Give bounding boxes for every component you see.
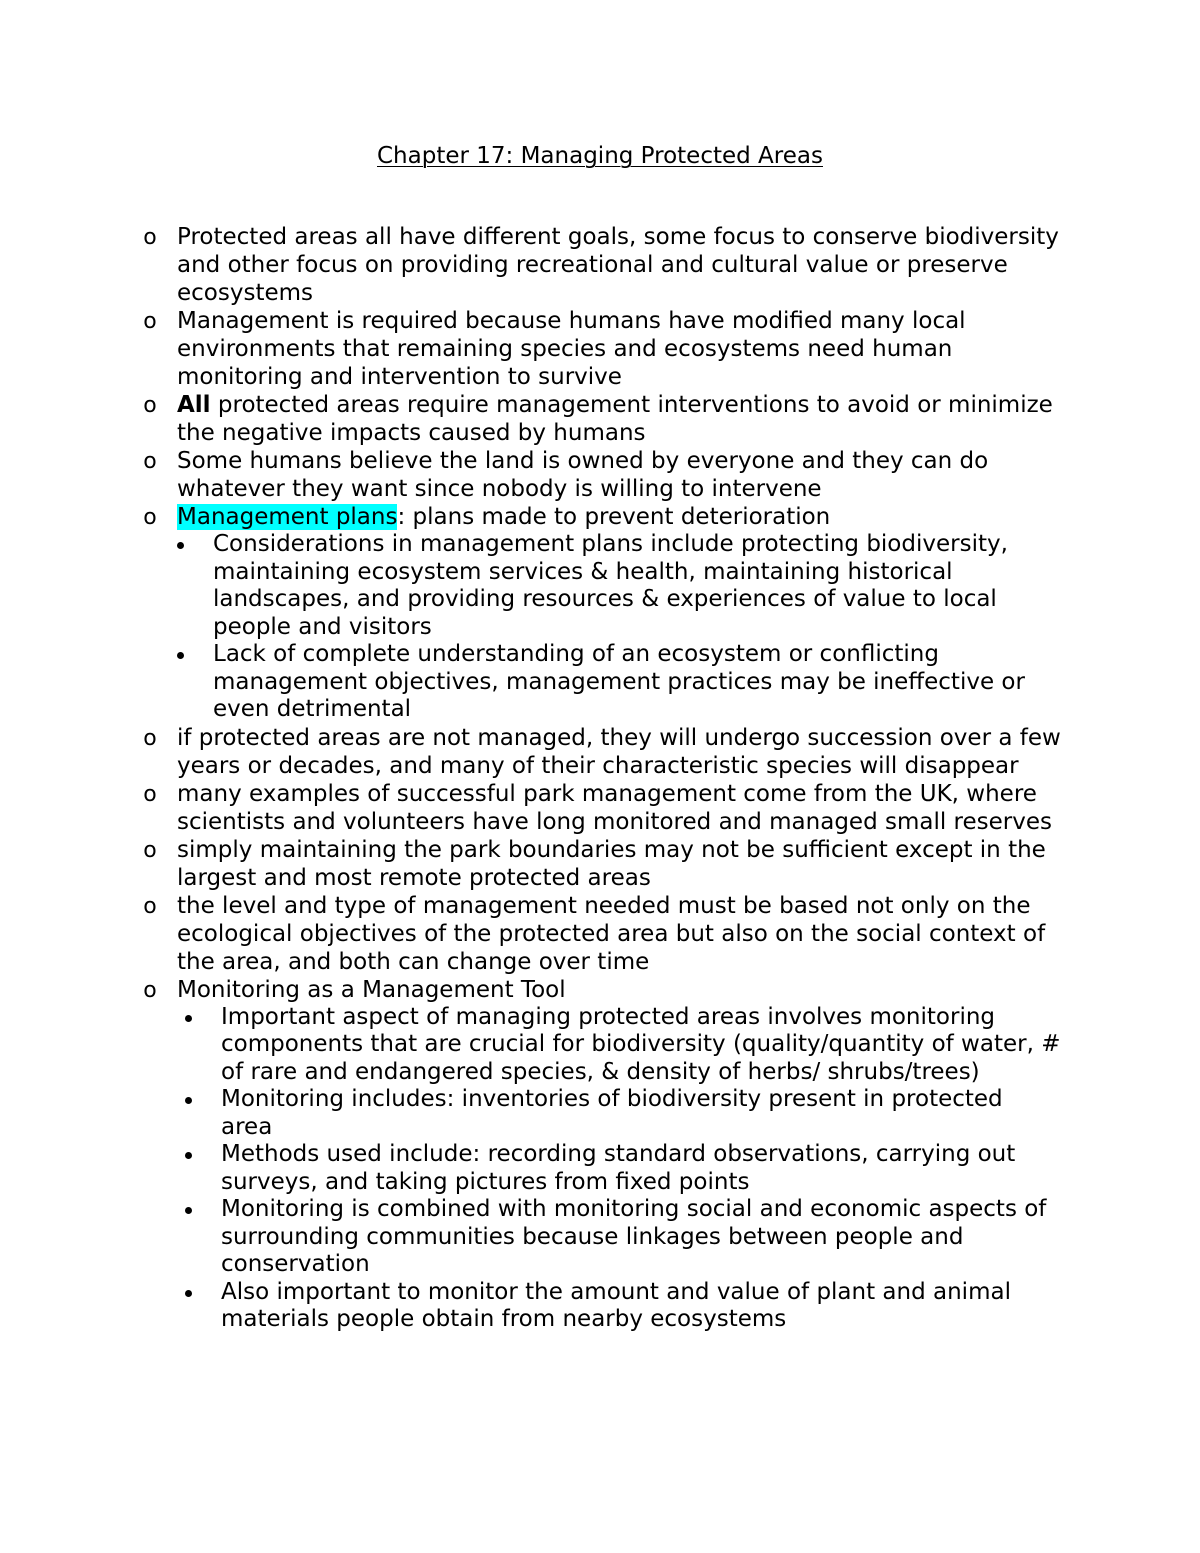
hollow-bullet-icon: o — [143, 309, 157, 334]
hollow-bullet-icon: o — [143, 781, 157, 807]
sub-list-item — [177, 641, 1063, 724]
highlighted-term: Management plans — [177, 504, 398, 530]
item-text: Management is required because humans have modified many local environments that remaining species and ecosystems need human monitoring and intervention to survive — [177, 308, 966, 390]
list-item — [0, 447, 1062, 503]
hollow-bullet-icon: o — [143, 393, 157, 418]
item-text: Some humans believe the land is owned by everyone and they can do whatever they want since nobody is willing to intervene — [177, 448, 989, 502]
list-item — [0, 391, 1062, 447]
sub-list — [177, 1004, 1062, 1334]
list-item — [0, 976, 1062, 1334]
list-item — [0, 223, 1062, 307]
sub-item-text: Monitoring is combined with monitoring social and economic aspects of surrounding communities because linkages between people and conservation — [221, 1196, 1047, 1277]
bullet-dot-icon — [185, 1097, 192, 1104]
page-title — [0, 141, 1200, 171]
sub-list — [177, 531, 1062, 724]
list-item — [0, 780, 1062, 836]
list-item — [0, 892, 1062, 976]
sub-item-text: Lack of complete understanding of an ecosystem or conflicting management objectives, management practices may be ineffective or even detrimental — [213, 641, 1025, 722]
hollow-bullet-icon: o — [143, 893, 157, 919]
bullet-dot-icon — [185, 1015, 192, 1022]
item-text: : plans made to prevent deterioration — [397, 504, 831, 530]
item-bold-text: All — [177, 392, 211, 418]
hollow-bullet-icon: o — [143, 837, 157, 863]
sub-list-item — [177, 1279, 1061, 1334]
sub-item-text: Monitoring includes: inventories of biodiversity present in protected area — [221, 1086, 1003, 1140]
item-text: the level and type of management needed must be based not only on the ecological objectives of the protected area but also on the social context of the area, and both can change over time — [177, 892, 1046, 975]
hollow-bullet-icon: o — [143, 977, 157, 1003]
bullet-dot-icon — [177, 542, 184, 549]
hollow-bullet-icon: o — [143, 725, 157, 751]
sub-item-text: Also important to monitor the amount and value of plant and animal materials people obtain from nearby ecosystems — [221, 1278, 1011, 1332]
item-text: simply maintaining the park boundaries may not be sufficient except in the largest and most remote protected areas — [177, 836, 1046, 891]
bullet-dot-icon — [185, 1290, 192, 1297]
sub-list-item — [177, 1141, 1061, 1196]
bullet-dot-icon — [185, 1152, 192, 1159]
hollow-bullet-icon: o — [143, 225, 157, 250]
sub-item-text: Considerations in management plans include protecting biodiversity, maintaining ecosystem services & health, maintaining historical landscapes, and providing resources & experiences of value to local people and visitors — [213, 531, 1008, 640]
sub-item-text: Important aspect of managing protected areas involves monitoring components that are crucial for biodiversity (quality/quantity of water, # of rare and endangered species, & density of herbs/ shrubs/trees) — [221, 1003, 1061, 1085]
hollow-bullet-icon: o — [143, 449, 157, 474]
list-item — [0, 503, 1062, 724]
outline-list — [0, 223, 1200, 1334]
item-text: if protected areas are not managed, they will undergo succession over a few years or decades, and many of their characteristic species will disappear — [177, 724, 1061, 779]
item-text: many examples of successful park management come from the UK, where scientists and volunteers have long monitored and managed small reserves — [177, 780, 1052, 835]
list-item — [0, 307, 1062, 391]
list-item — [0, 724, 1062, 780]
hollow-bullet-icon: o — [143, 505, 157, 530]
list-item — [0, 836, 1062, 892]
sub-list-item — [177, 531, 1063, 641]
sub-list-item — [177, 1086, 1061, 1141]
page-title-text: Chapter 17: Managing Protected Areas — [377, 143, 823, 169]
bullet-dot-icon — [177, 652, 184, 659]
sub-list-item — [177, 1196, 1061, 1279]
sub-list-item — [177, 1004, 1061, 1087]
bullet-dot-icon — [185, 1207, 192, 1214]
item-text: Monitoring as a Management Tool — [177, 976, 566, 1003]
item-text: Protected areas all have different goals, some focus to conserve biodiversity and other focus on providing recreational and cultural value or preserve ecosystems — [177, 224, 1059, 306]
item-text: protected areas require management interventions to avoid or minimize the negative impacts caused by humans — [177, 392, 1053, 446]
sub-item-text: Methods used include: recording standard observations, carrying out surveys, and taking pictures from fixed points — [221, 1141, 1016, 1195]
